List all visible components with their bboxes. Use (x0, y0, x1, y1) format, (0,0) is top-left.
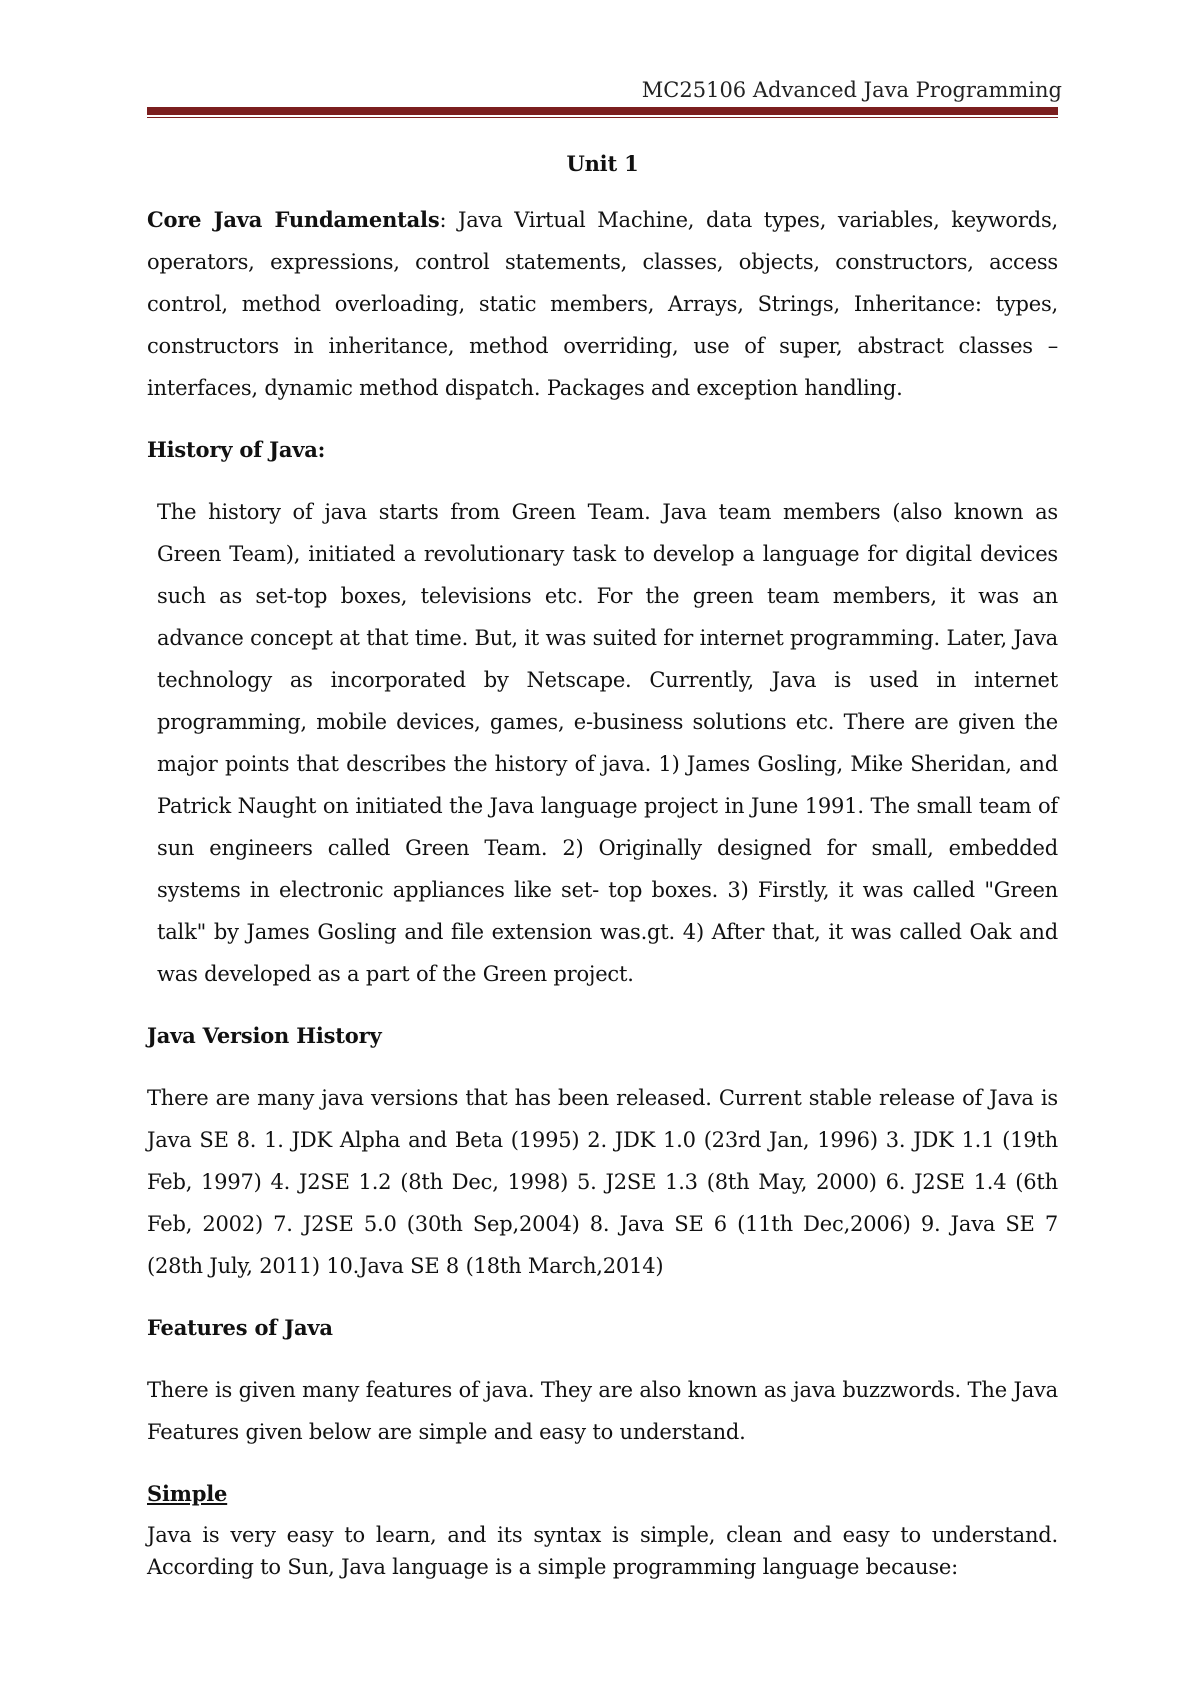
header-rule-thin (147, 117, 1058, 118)
core-fundamentals-label: Core Java Fundamentals (147, 207, 440, 232)
header-rule (147, 107, 1058, 115)
simple-heading: Simple (147, 1481, 228, 1506)
features-heading: Features of Java (147, 1315, 333, 1340)
core-fundamentals-paragraph (147, 199, 1058, 409)
version-history-heading: Java Version History (147, 1023, 382, 1048)
unit-title: Unit 1 (566, 151, 639, 176)
header-course-title: MC25106 Advanced Java Programming (641, 78, 1062, 102)
version-history-paragraph: There are many java versions that has been released. Current stable release of Java is Java SE 8. 1. JDK Alpha and Beta (1995) 2. JDK 1.0 (23rd Jan, 1996) 3. JDK 1.1 (19th Feb, 1997) 4. J2SE 1.2 (8th Dec, 1998) 5. J2SE 1.3 (8th May, 2000) 6. J2SE 1.4 (6th Feb, 2002) 7. J2SE 5.0 (30th Sep,2004) 8. Java SE 6 (11th Dec,2006) 9. Java SE 7 (28th July, 2011) 10.Java SE 8 (18th March,2014) (147, 1086, 1058, 1278)
core-fundamentals-text: : Java Virtual Machine, data types, variables, keywords, operators, expressions, control statements, classes, objects, constructors, access control, method overloading, static members, Arrays, Strings, Inheritance: types, constructors in inheritance, method overriding, use of super, abstract classes – interfaces, dynamic method dispatch. Packages and exception handling. (147, 208, 1058, 400)
features-paragraph: There is given many features of java. They are also known as java buzzwords. The Java Features given below are simple and easy to understand. (147, 1378, 1058, 1444)
history-heading: History of Java: (147, 437, 326, 462)
history-paragraph: The history of java starts from Green Team. Java team members (also known as Green Team), initiated a revolutionary task to develop a language for digital devices such as set-top boxes, televisions etc. For the green team members, it was an advance concept at that time. But, it was suited for internet programming. Later, Java technology as incorporated by Netscape. Currently, Java is used in internet programming, mobile devices, games, e-business solutions etc. There are given the major points that describes the history of java. 1) James Gosling, Mike Sheridan, and Patrick Naught on initiated the Java language project in June 1991. The small team of sun engineers called Green Team. 2) Originally designed for small, embedded systems in electronic appliances like set- top boxes. 3) Firstly, it was called "Green talk" by James Gosling and file extension was.gt. 4) After that, it was called Oak and was developed as a part of the Green project. (157, 500, 1058, 986)
document-body (147, 143, 1058, 1583)
simple-paragraph: Java is very easy to learn, and its syntax is simple, clean and easy to understand. According to Sun, Java language is a simple programming language because: (147, 1523, 1058, 1579)
